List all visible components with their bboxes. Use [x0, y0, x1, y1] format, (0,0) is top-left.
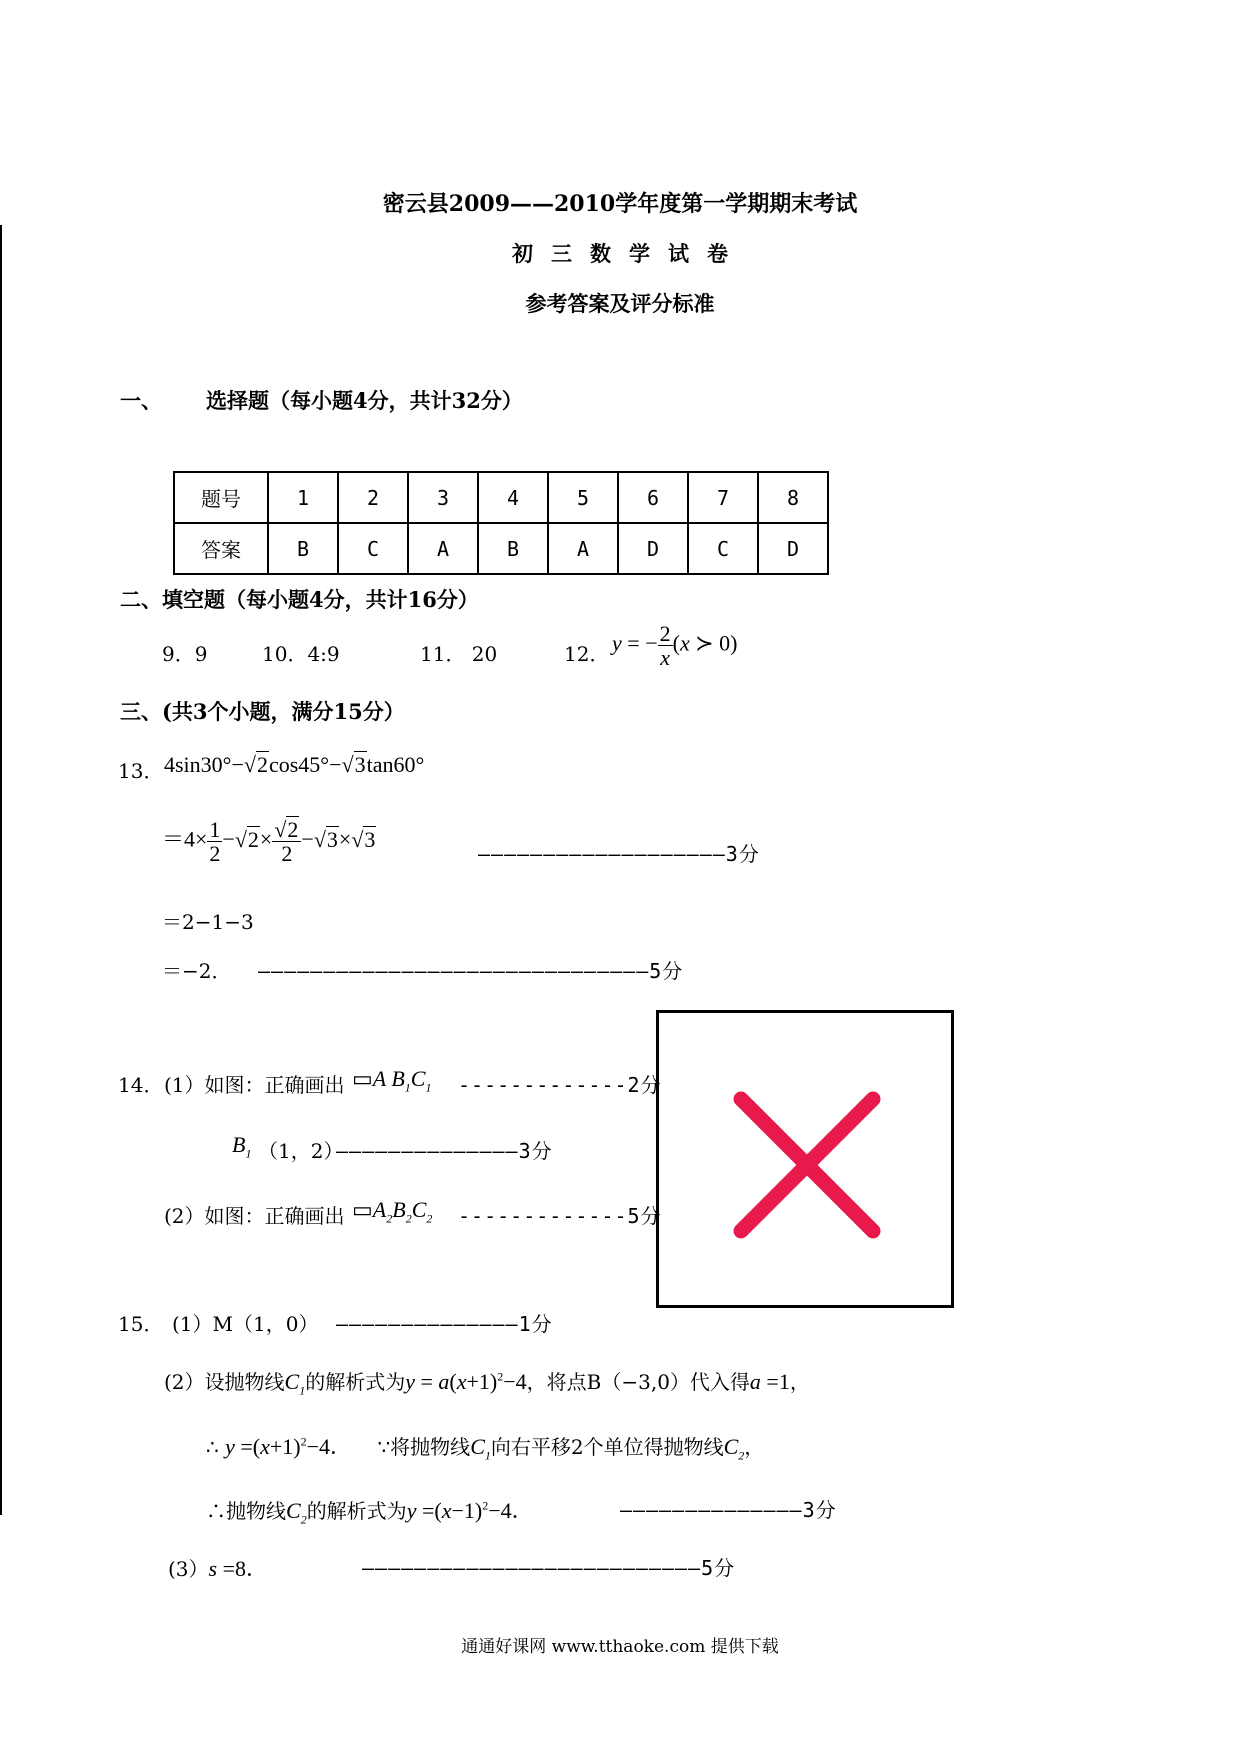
q15-formula1: $y = a(x+1)^2-4$ [405, 1369, 527, 1394]
q13-score-3: ———————————————————3分 [478, 842, 760, 866]
answer-9: 9．9 [162, 642, 208, 666]
table-cell: 3 [408, 472, 478, 523]
answer-11: 11． 20 [420, 642, 498, 666]
table-cell: A [548, 523, 618, 574]
exam-title: 密云县2009——2010学年度第一学期期末考试 [382, 191, 858, 217]
q14-line1-text: (1）如图：正确画出 [164, 1073, 345, 1097]
table-cell: C [688, 523, 758, 574]
table-header-question: 题号 [174, 472, 268, 523]
section2-heading: 二、填空题（每小题4分，共计16分） [120, 587, 479, 612]
q15-number: 15． [118, 1312, 164, 1336]
q15-line5 [168, 1552, 268, 1583]
answer-12-label: 12． [564, 642, 610, 666]
table-cell: D [618, 523, 688, 574]
q15-score-1: ——————————————1分 [336, 1312, 553, 1336]
q15-line4-b: 的解析式为 [306, 1499, 407, 1523]
exam-subtitle: 初三数学试卷 [512, 241, 746, 266]
q15-s-value: s =8． [208, 1556, 269, 1581]
broken-image-icon [659, 1013, 951, 1305]
q15-score-5: ——————————————————————————5分 [362, 1556, 736, 1580]
q15-line4-a: ∴抛物线 [206, 1499, 286, 1523]
q15-formula2: $y =(x+1)^2-4$． [225, 1434, 353, 1459]
q15-line1: (1）M（1，0） [172, 1312, 319, 1336]
table-cell: 7 [688, 472, 758, 523]
q15-line3-b: ∵将抛物线 [377, 1435, 471, 1459]
table-cell: 2 [338, 472, 408, 523]
q14-line3-text: (2）如图：正确画出 [164, 1204, 345, 1228]
q15-line2-a: (2）设抛物线 [164, 1370, 285, 1394]
section3-heading: 三、(共3个小题，满分15分） [120, 699, 405, 724]
q13-step4: ＝−2． [162, 959, 232, 983]
q15-a-value: a =1 [749, 1369, 790, 1394]
q13-number: 13． [118, 759, 164, 783]
q15-line3-c: 向右平移2个单位得抛物线 [490, 1435, 724, 1459]
q14-score-5: -------------5分 [458, 1204, 662, 1228]
q13-expression: 4sin30°−√2cos45°−√3tan60° [164, 752, 425, 777]
q14-score-2: -------------2分 [458, 1073, 662, 1097]
table-cell: A [408, 523, 478, 574]
q13-score-5: ——————————————————————————————5分 [258, 959, 684, 983]
table-cell: 6 [618, 472, 688, 523]
q15-line2-c: ，将点B（−3,0）代入得 [526, 1370, 750, 1394]
table-cell: 8 [758, 472, 828, 523]
answer-10: 10．4:9 [262, 642, 340, 666]
q15-line3-a: ∴ [206, 1435, 219, 1459]
table-cell: 1 [268, 472, 338, 523]
table-row-answers [174, 523, 828, 574]
q15-line2: (2）设抛物线$C_1$的解析式为$y = a(x+1)^2-4$，将点B（−3,0）代入得a =1， [164, 1369, 810, 1398]
q15-line2-b: 的解析式为 [305, 1370, 406, 1394]
q15-line5-a: (3） [168, 1557, 209, 1581]
q15-score-3: ——————————————3分 [620, 1498, 837, 1522]
q14-point-b1: $B_1$ [232, 1132, 252, 1161]
q13-step1: ＝4× $\frac{1}{2}$ −√2× $\frac{√2}{2}$ −√3×√3 [162, 817, 376, 867]
section1-heading: 选择题（每小题4分，共计32分） [206, 388, 523, 413]
table-header-answer: 答案 [174, 523, 268, 574]
left-margin-line [0, 225, 2, 1515]
table-cell: B [268, 523, 338, 574]
table-cell: 4 [478, 472, 548, 523]
q14-triangle-1: ▭A $B_1C_1$ [352, 1066, 432, 1095]
q15-line3: ∴ $y =(x+1)^2-4$． ∵将抛物线$C_1$向右平移2个单位得抛物线$C_2$， [206, 1434, 765, 1463]
q14-triangle-2: $▭A_2B_2C_2$ [352, 1197, 433, 1226]
table-cell: B [478, 523, 548, 574]
answer-key-title: 参考答案及评分标准 [525, 291, 715, 316]
q15-c2: $C_2$ [723, 1434, 745, 1463]
q15-c1b: $C_1$ [470, 1434, 491, 1463]
answer-12-formula: y = − $\frac{2}{x}$ (x ≻ 0) [612, 621, 738, 671]
missing-figure-image [656, 1010, 954, 1308]
footer-source: 通通好课网 www.tthaoke.com 提供下载 [461, 1637, 779, 1657]
table-cell: 5 [548, 472, 618, 523]
answer-table [173, 471, 829, 575]
section1-number: 一、 [120, 388, 162, 413]
q15-c1: $C_1$ [284, 1369, 306, 1398]
q14-line2-text: （1，2） [258, 1139, 344, 1163]
table-cell: D [758, 523, 828, 574]
table-cell: C [338, 523, 408, 574]
table-row-questions [174, 472, 828, 523]
q14-number: 14． [118, 1073, 164, 1097]
q15-line4 [206, 1494, 534, 1527]
q14-score-3: ——————————————3分 [336, 1139, 553, 1163]
q15-formula3: $y =(x-1)^2-4$． [406, 1498, 534, 1523]
q15-c2b: $C_2$ [286, 1498, 307, 1527]
q13-step3: ＝2−1−3 [162, 910, 254, 934]
